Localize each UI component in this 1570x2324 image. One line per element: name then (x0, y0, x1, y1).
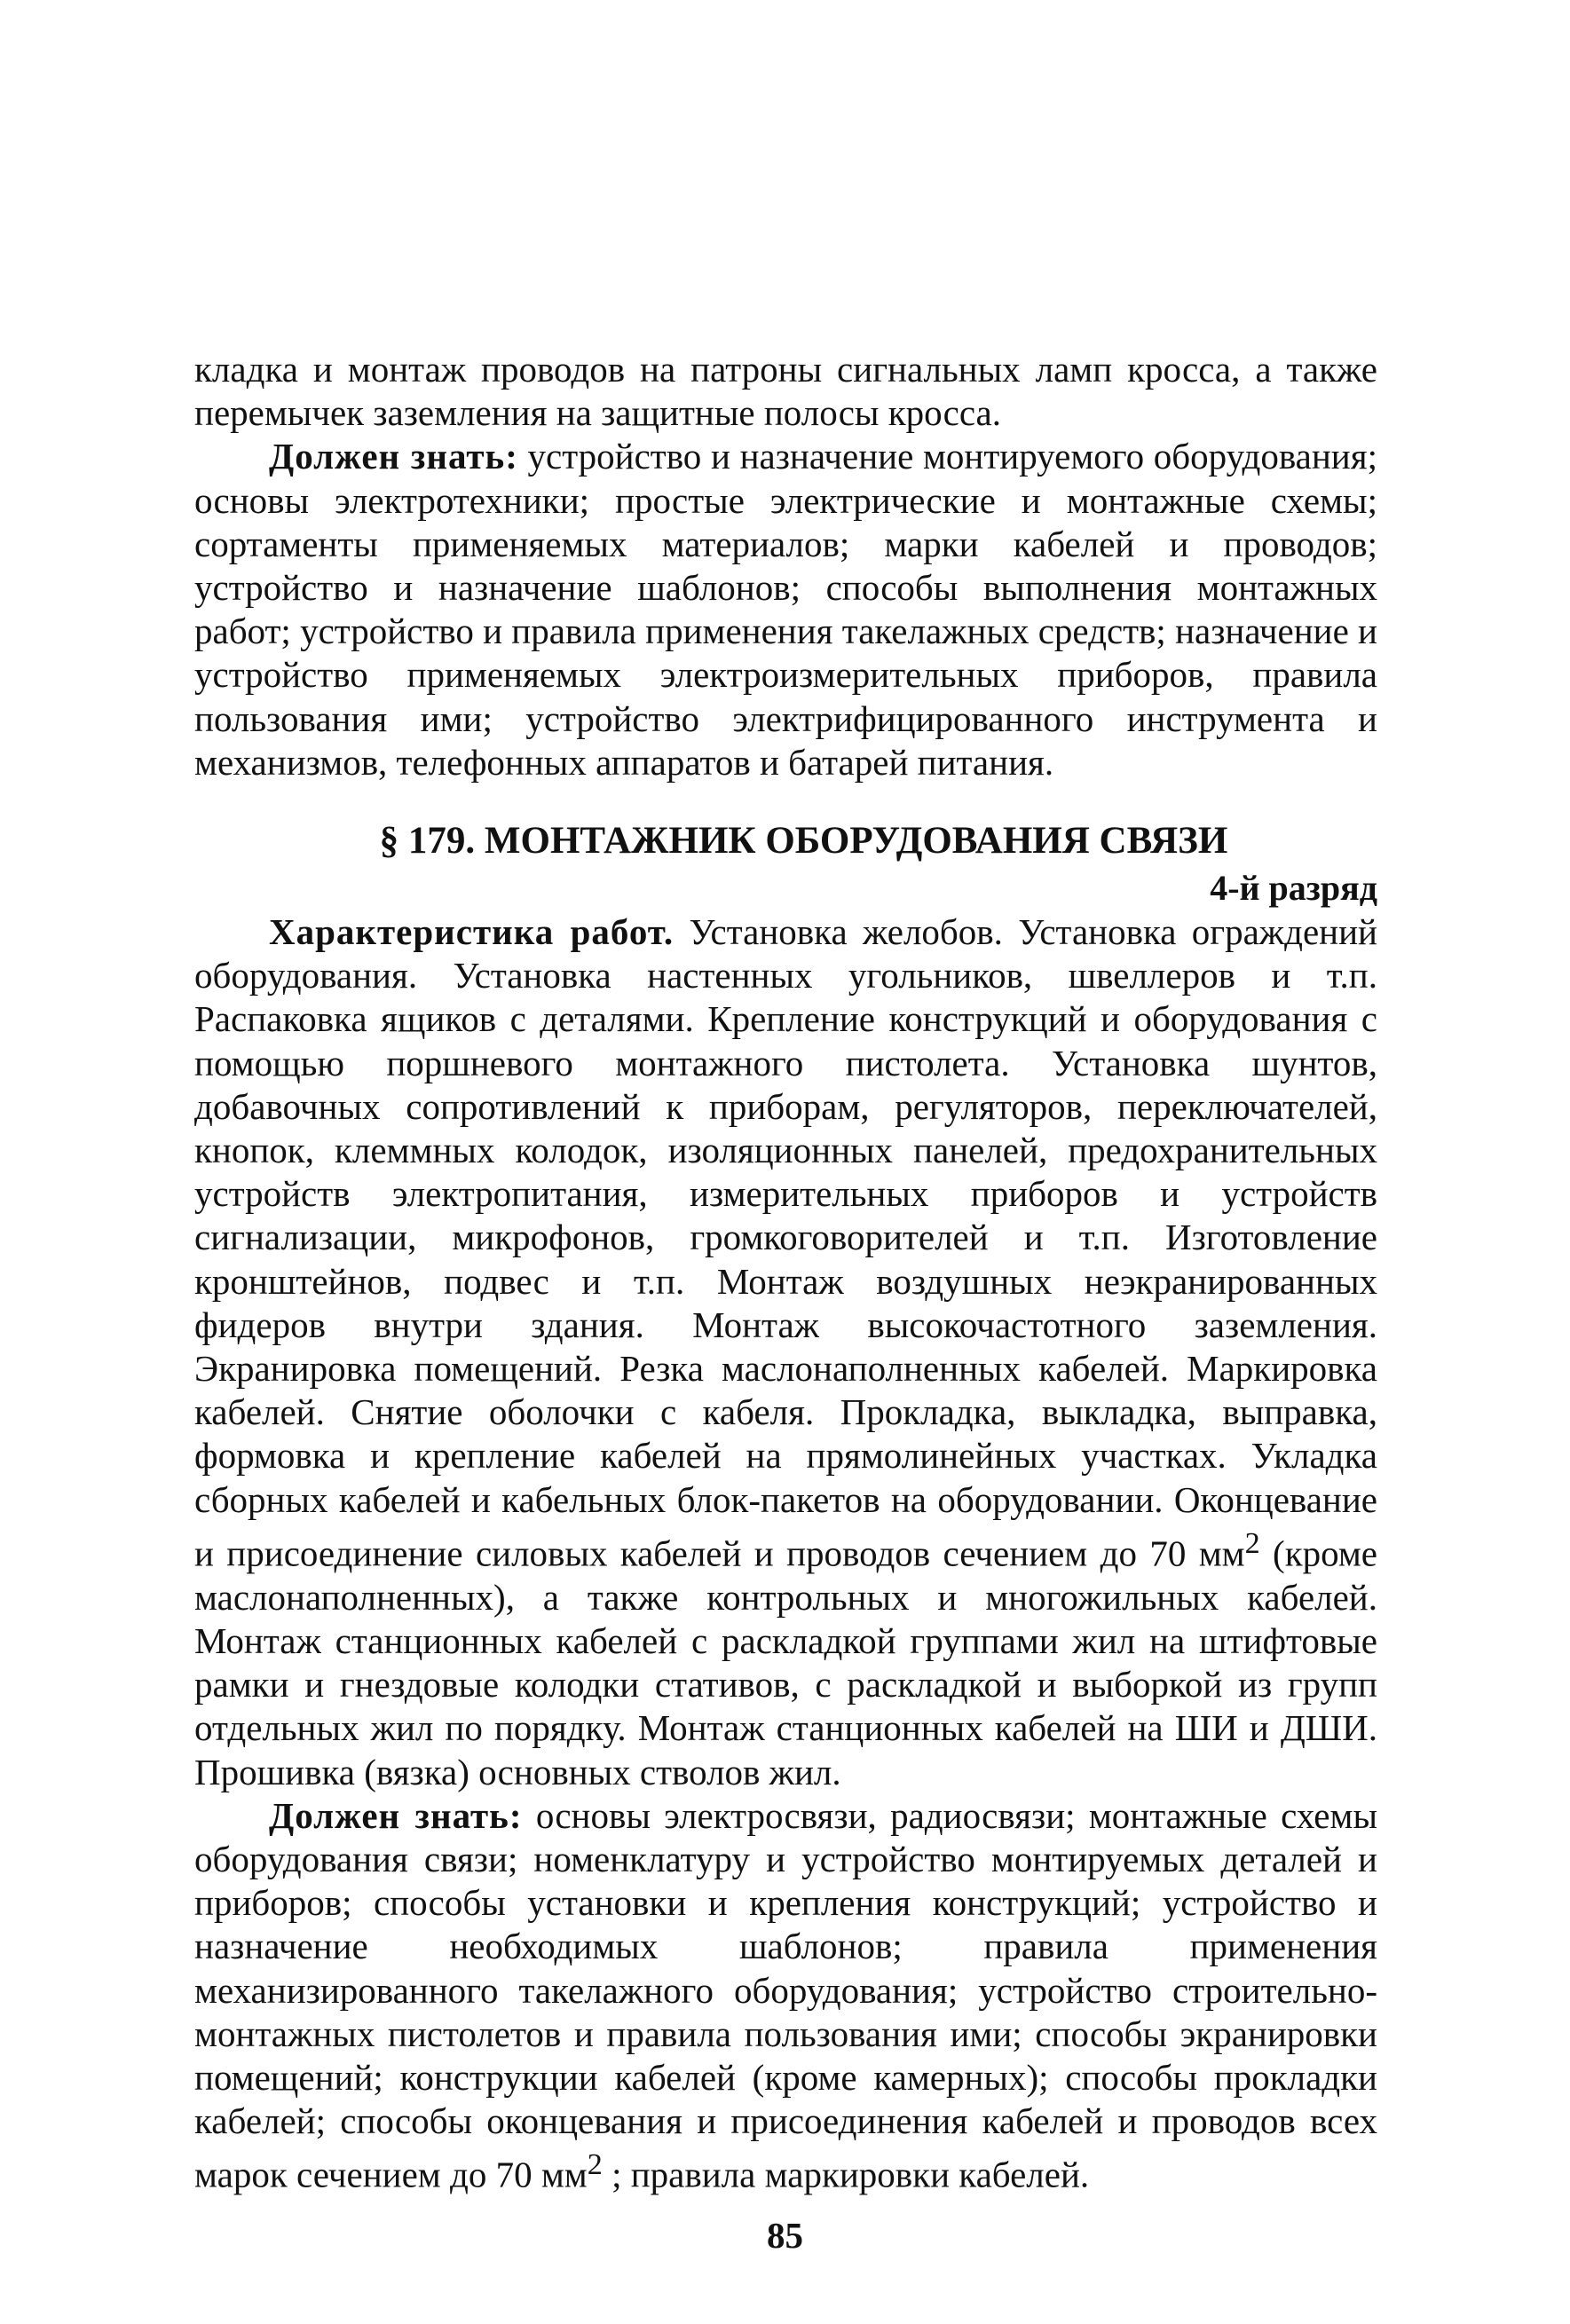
intro-must-know-text: устройство и назначение монтируемого оборудования; основы электротехники; простые электрические и монтажные схемы; сортаменты применяемых материалов; марки кабелей и проводов; устройство и назначение шаблонов; способы выполнения монтажных работ; устройство и правила применения такелажных средств; назначение и устройство применяемых электроизмерительных приборов, правила пользования ими; устройство электрифицированного инструмента и механизмов, телефонных аппаратов и батарей питания. (194, 436, 1377, 783)
intro-must-know-paragraph (194, 435, 1377, 784)
grade-label: 4-й разряд (1210, 868, 1377, 909)
intro-continuation-text: кладка и монтаж проводов на патроны сигнальных ламп кросса, а также перемычек заземления на защитные полосы кросса. (194, 349, 1377, 434)
intro-must-know-label: Должен знать: (269, 436, 518, 477)
characteristics-text-part-1: Установка желобов. Установка ограждений оборудования. Установка настенных угольников, швеллеров и т.п. Распаковка ящиков с деталями. Крепление конструкций и оборудования с помощью поршневого монтажного пистолета. Установка шунтов, добавочных сопротивлений к приборам, регуляторов, переключателей, кнопок, клеммных колодок, изоляционных панелей, предохранительных устройств электропитания, измерительных приборов и устройств сигнализации, микрофонов, громкоговорителей и т.п. Изготовление кронштейнов, подвес и т.п. Монтаж воздушных неэкранированных фидеров внутри здания. Монтаж высокочастотного заземления. Экранировка помещений. Резка маслонаполненных кабелей. Маркировка кабелей. Снятие оболочки с кабеля. Прокладка, выкладка, выправка, формовка и крепление кабелей на прямолинейных участках. Укладка сборных кабелей и кабельных блок-пакетов на оборудовании. Оконцевание и присоединение силовых кабелей и проводов сечением до 70 мм (194, 911, 1377, 1574)
intro-continuation-paragraph (194, 348, 1377, 435)
characteristics-superscript: 2 (1244, 1526, 1260, 1560)
section-must-know-superscript: 2 (587, 2148, 603, 2182)
document-page (194, 348, 1377, 2197)
section-must-know-text-part-2: ; правила маркировки кабелей. (602, 2155, 1090, 2196)
characteristics-label: Характеристика работ. (269, 911, 675, 953)
page-number: 85 (767, 2215, 803, 2256)
section-must-know-label: Должен знать: (269, 1794, 523, 1836)
characteristics-paragraph (194, 910, 1377, 1794)
characteristics-text-part-2: (кроме маслонаполненных), а также контрольных и многожильных кабелей. Монтаж станционных кабелей с раскладкой группами жил на штифтовые рамки и гнездовые колодки стативов, с раскладкой и выборкой из групп отдельных жил по порядку. Монтаж станционных кабелей на ШИ и ДШИ. Прошивка (вязка) основных стволов жил. (194, 1532, 1377, 1792)
section-title: § 179. МОНТАЖНИК ОБОРУДОВАНИЯ СВЯЗИ (379, 820, 1228, 863)
section-must-know-paragraph (194, 1794, 1377, 2197)
section-must-know-text-part-1: основы электросвязи, радиосвязи; монтажные схемы оборудования связи; номенклатуру и устройство монтируемых деталей и приборов; способы установки и крепления конструкций; устройство и назначение необходимых шаблонов; правила применения механизированного такелажного оборудования; устройство строительно-монтажных пистолетов и правила пользования ими; способы экранировки помещений; конструкции кабелей (кроме камерных); способы прокладки кабелей; способы оконцевания и присоединения кабелей и проводов всех марок сечением до 70 мм (194, 1794, 1377, 2196)
